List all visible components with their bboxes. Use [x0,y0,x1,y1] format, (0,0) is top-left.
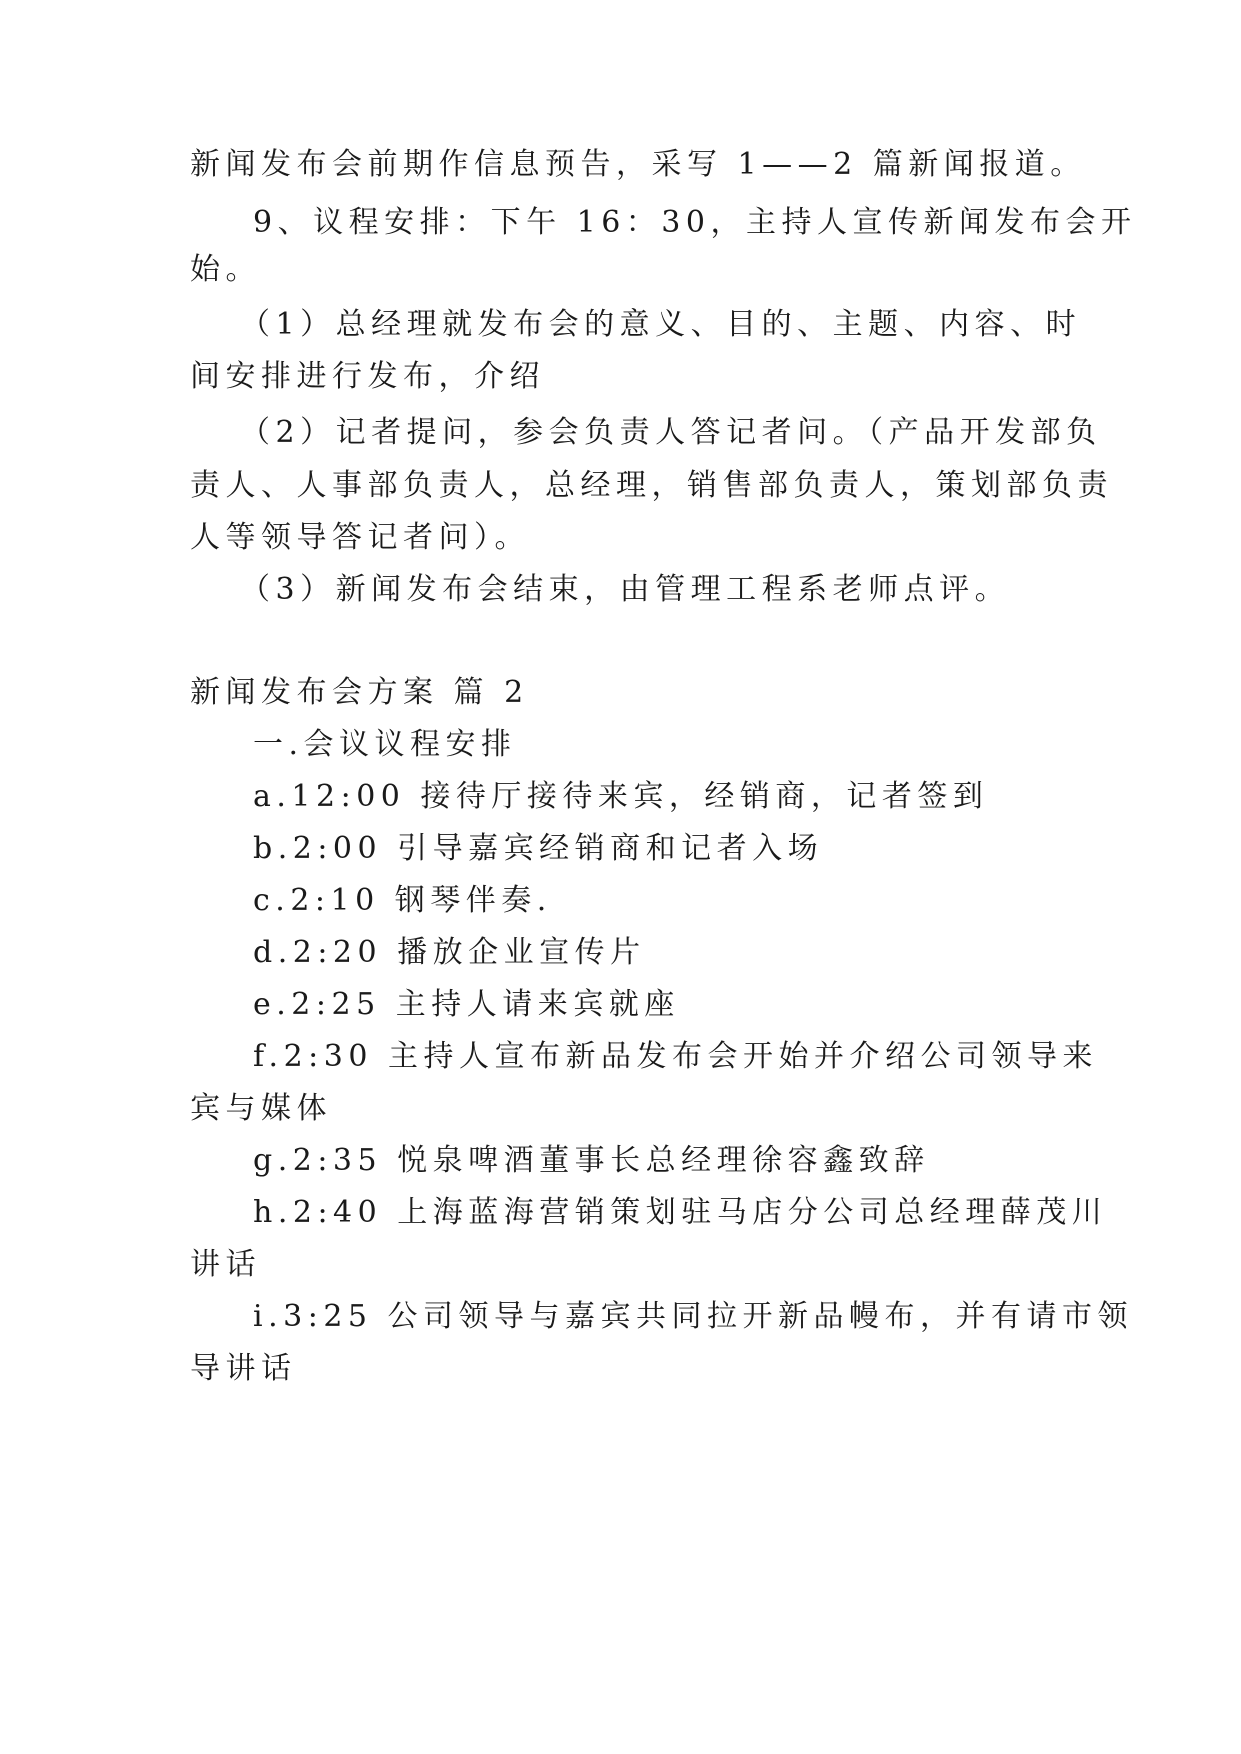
agenda-item-g: g.2:35 悦泉啤酒董事长总经理徐容鑫致辞 [253,1143,930,1178]
agenda-item-b: b.2:00 引导嘉宾经销商和记者入场 [253,831,824,866]
paragraph-line: 导讲话 [190,1351,297,1386]
agenda-item-h: h.2:40 上海蓝海营销策划驻马店分公司总经理薛茂川 [253,1195,1108,1230]
agenda-item-f: f.2:30 主持人宣布新品发布会开始并介绍公司领导来 [253,1039,1098,1074]
paragraph-line: 新闻发布会前期作信息预告，采写 1——2 篇新闻报道。 [190,147,1086,182]
agenda-subitem-1: （1）总经理就发布会的意义、目的、主题、内容、时 [240,307,1082,342]
section-heading: 新闻发布会方案 篇 2 [190,675,529,710]
agenda-item-9: 9、议程安排：下午 16：30，主持人宣传新闻发布会开 [253,205,1137,240]
agenda-item-c: c.2:10 钢琴伴奏. [253,883,552,918]
paragraph-line: 始。 [190,252,261,287]
paragraph-line: 人等领导答记者问）。 [190,520,530,555]
paragraph-line: 宾与媒体 [190,1091,332,1126]
agenda-item-d: d.2:20 播放企业宣传片 [253,935,646,970]
agenda-item-i: i.3:25 公司领导与嘉宾共同拉开新品幔布，并有请市领 [253,1299,1134,1334]
subsection-heading: 一.会议议程安排 [253,727,517,762]
agenda-item-e: e.2:25 主持人请来宾就座 [253,987,680,1022]
paragraph-line: 讲话 [190,1247,261,1282]
agenda-subitem-3: （3）新闻发布会结束，由管理工程系老师点评。 [240,572,1011,607]
agenda-subitem-2: （2）记者提问，参会负责人答记者问。（产品开发部负 [240,415,1102,450]
paragraph-line: 间安排进行发布，介绍 [190,359,545,394]
agenda-item-a: a.12:00 接待厅接待来宾，经销商，记者签到 [253,779,989,814]
paragraph-line: 责人、人事部负责人，总经理，销售部负责人，策划部负责 [190,468,1113,503]
